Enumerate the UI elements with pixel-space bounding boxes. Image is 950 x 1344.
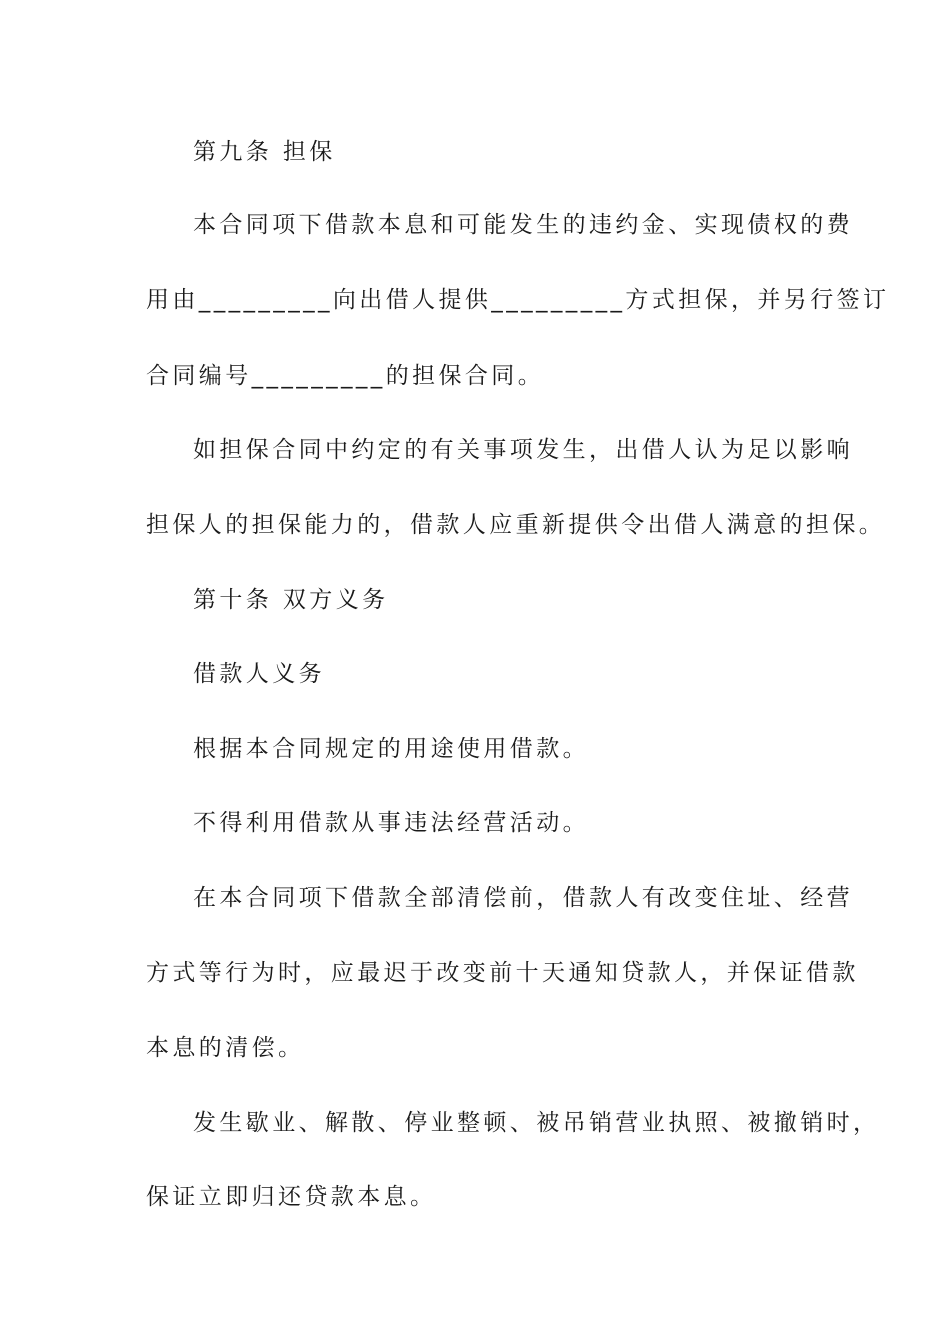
paragraph-line: 保证立即归还贷款本息。 xyxy=(146,1184,437,1210)
paragraph-line: 本合同项下借款本息和可能发生的违约金、实现债权的费 xyxy=(193,212,853,238)
subsection-heading: 借款人义务 xyxy=(193,661,325,687)
paragraph-line: 方式等行为时，应最迟于改变前十天通知贷款人，并保证借款 xyxy=(146,960,859,986)
paragraph-line: 如担保合同中约定的有关事项发生，出借人认为足以影响 xyxy=(193,437,853,463)
paragraph-line: 合同编号_________的担保合同。 xyxy=(146,363,545,389)
paragraph-line: 本息的清偿。 xyxy=(146,1035,305,1061)
article-9-heading: 第九条 担保 xyxy=(193,139,336,165)
paragraph-line: 根据本合同规定的用途使用借款。 xyxy=(193,736,589,762)
article-10-heading: 第十条 双方义务 xyxy=(193,587,389,613)
paragraph-line: 担保人的担保能力的，借款人应重新提供令出借人满意的担保。 xyxy=(146,512,886,538)
paragraph-line: 用由_________向出借人提供_________方式担保，并另行签订 xyxy=(146,287,890,313)
paragraph-line: 发生歇业、解散、停业整顿、被吊销营业执照、被撤销时， xyxy=(193,1110,880,1136)
paragraph-line: 在本合同项下借款全部清偿前，借款人有改变住址、经营 xyxy=(193,885,853,911)
paragraph-line: 不得利用借款从事违法经营活动。 xyxy=(193,810,589,836)
